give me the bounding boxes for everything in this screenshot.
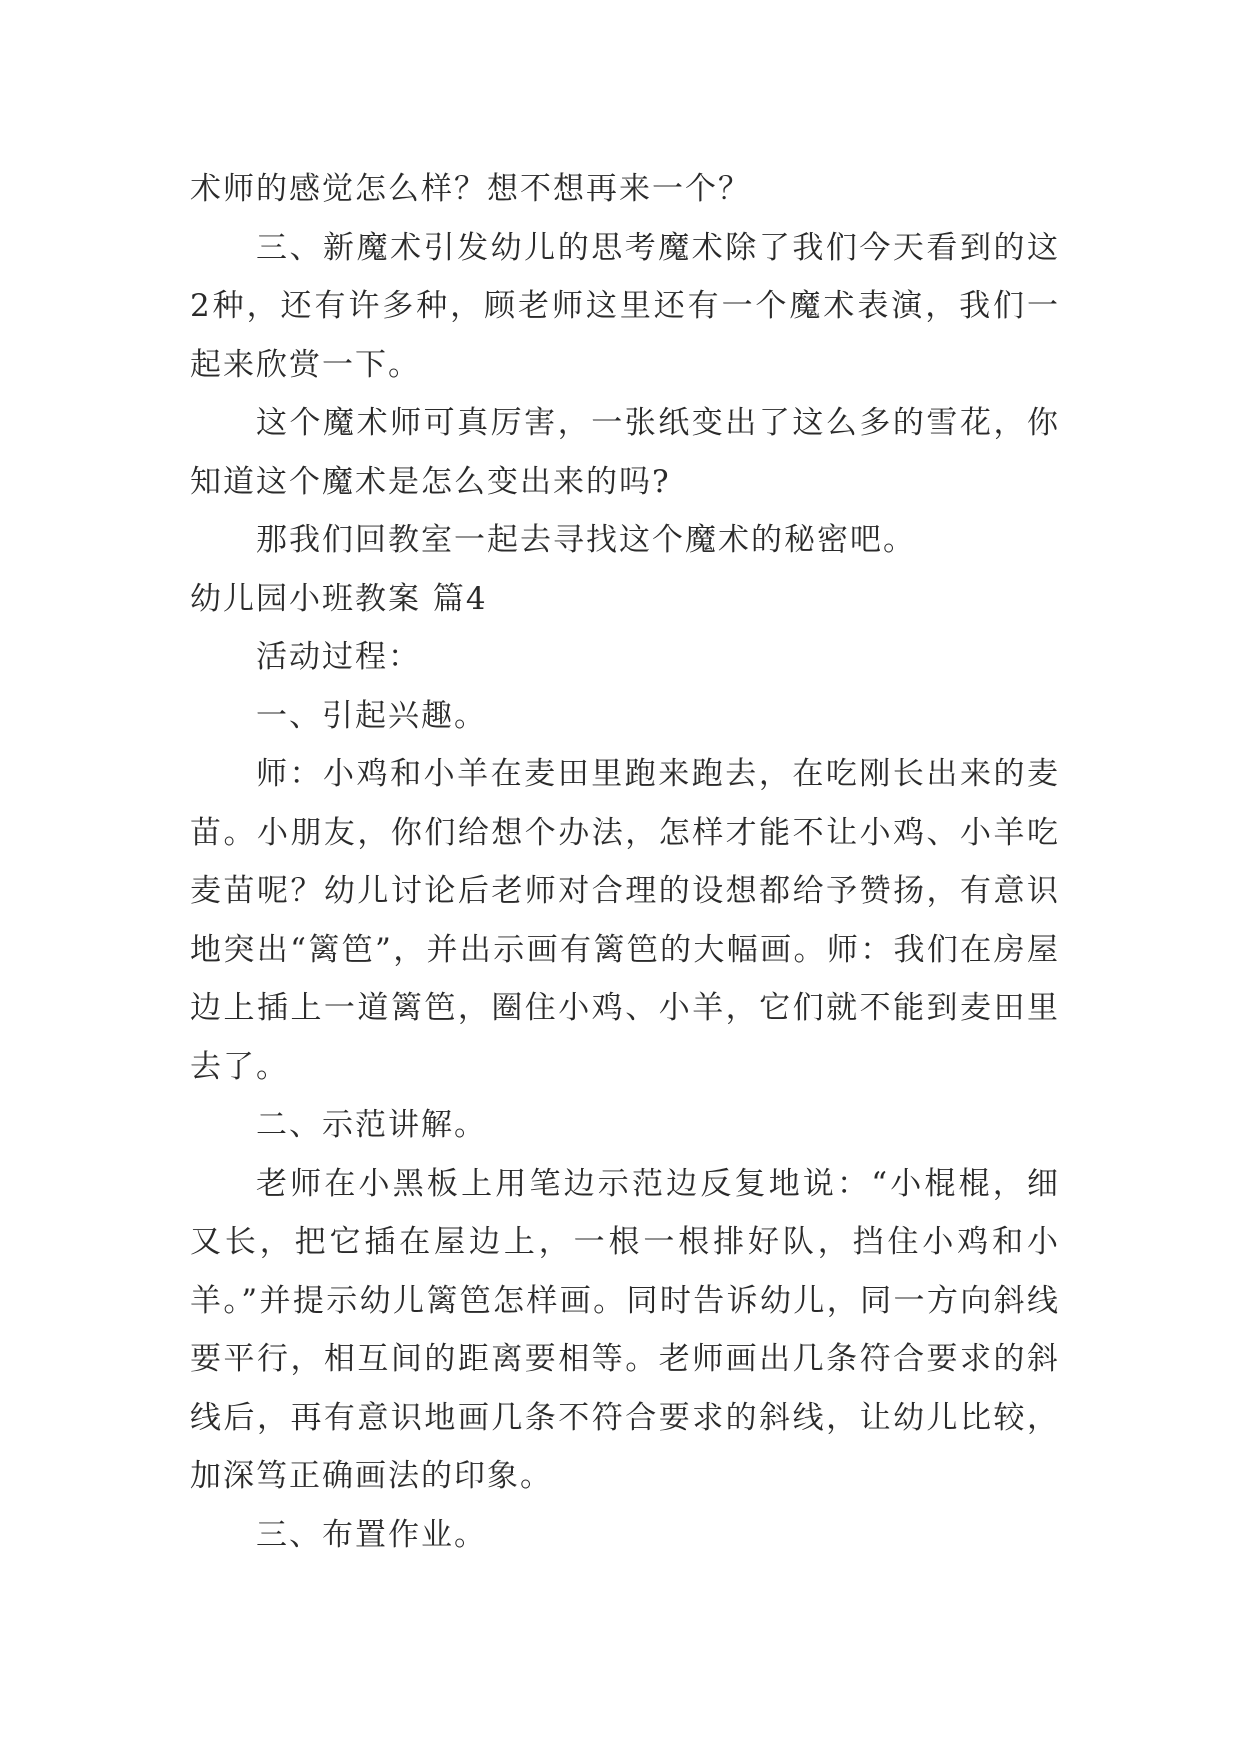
paragraph-step-one: 一、引起兴趣。: [256, 697, 487, 734]
document-body: [190, 160, 1060, 1564]
paragraph-magician: 这个魔术师可真厉害，一张纸变出了这么多的雪花，你知道这个魔术是怎么变出来的吗?: [190, 405, 1060, 500]
paragraph-step-two: 二、示范讲解。: [256, 1107, 487, 1143]
paragraph-classroom: 那我们回教室一起去寻找这个魔术的秘密吧。: [256, 522, 916, 558]
paragraph-new-magic: 三、新魔术引发幼儿的思考魔术除了我们今天看到的这2种，还有许多种，顾老师这里还有一个魔术表演，我们一起来欣赏一下。: [190, 229, 1060, 383]
paragraph-step-three: 三、布置作业。: [256, 1516, 487, 1553]
paragraph-continuation: 术师的感觉怎么样？想不想再来一个？: [190, 171, 751, 207]
section-title: 幼儿园小班教案 篇4: [190, 580, 488, 617]
paragraph-demonstration: 老师在小黑板上用笔边示范边反复地说：“小棍棍，细又长，把它插在屋边上，一根一根排好队，挡住小鸡和小羊。”并提示幼儿篱笆怎样画。同时告诉幼儿，同一方向斜线要平行，相互间的距离要相等。老师画出几条符合要求的斜线后，再有意识地画几条不符合要求的斜线，让幼儿比较，加深笃正确画法的印象。: [190, 1165, 1060, 1494]
paragraph-activity-process: 活动过程：: [256, 639, 421, 675]
paragraph-teacher-intro: 师：小鸡和小羊在麦田里跑来跑去，在吃刚长出来的麦苗。小朋友，你们给想个办法，怎样才能不让小鸡、小羊吃麦苗呢？幼儿讨论后老师对合理的设想都给予赞扬，有意识地突出“篱笆”，并出示画有篱笆的大幅画。师：我们在房屋边上插上一道篱笆，圈住小鸡、小羊，它们就不能到麦田里去了。: [190, 756, 1060, 1085]
